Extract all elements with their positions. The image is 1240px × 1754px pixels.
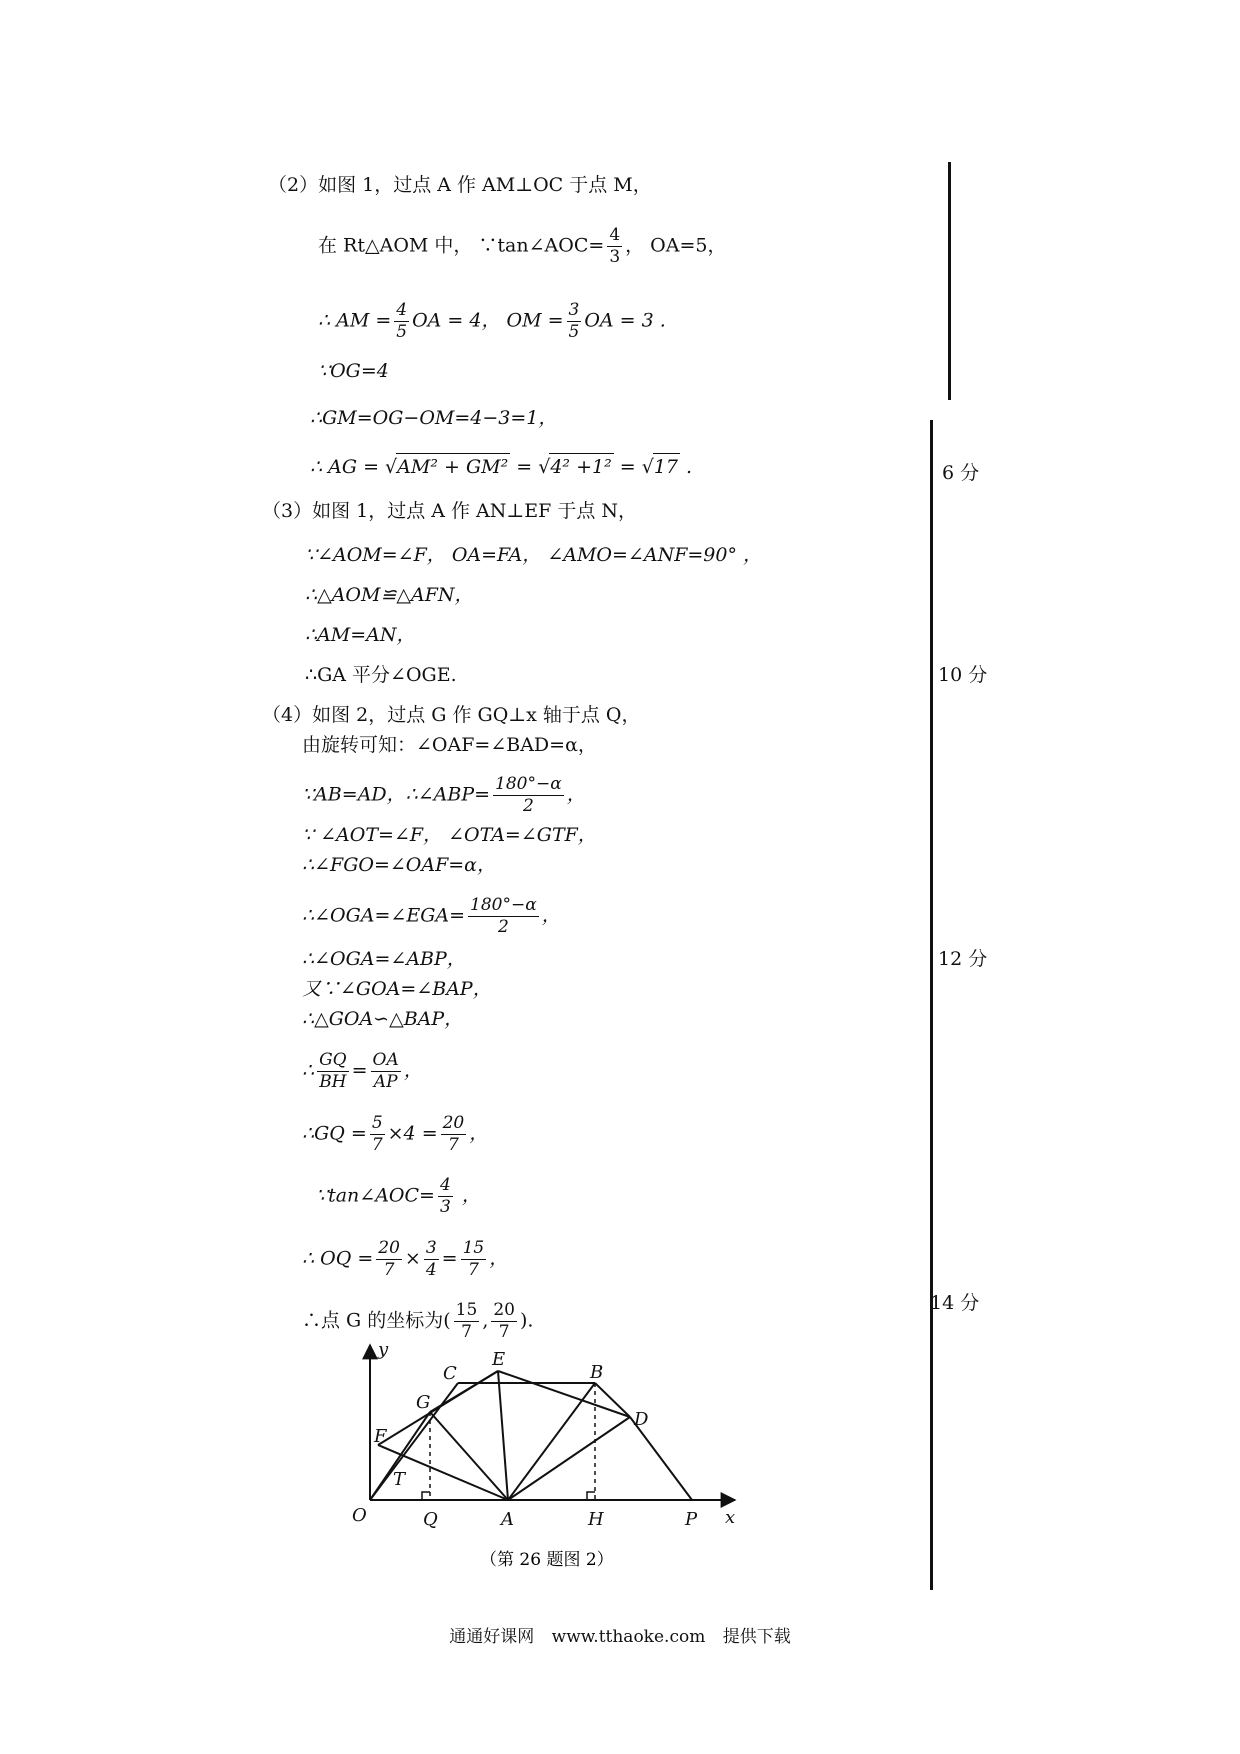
segment-ed	[498, 1371, 630, 1417]
part4-line-4: ∴∠FGO=∠OAF=α，	[302, 854, 497, 876]
numerator: 180°−α	[495, 774, 562, 794]
label-d: D	[634, 1409, 649, 1430]
segment-ad	[508, 1417, 630, 1500]
text: ，	[403, 1059, 423, 1082]
text: ∴∠OGA=∠EGA=	[302, 904, 466, 927]
text: =	[441, 1247, 458, 1270]
label-x: x	[725, 1507, 736, 1528]
part2-line-tan	[318, 225, 727, 268]
part4-line-5	[302, 895, 561, 938]
part2-line-ag: ∴ AG = √AM² + GM² = √4² +1² = √17 .	[310, 453, 692, 480]
label-b: B	[590, 1362, 604, 1383]
text: 在 Rt△AOM 中， ∵tan∠AOC=	[318, 234, 605, 257]
part4-intro: （4）如图 2，过点 G 作 GQ⊥x 轴于点 Q，	[262, 704, 641, 726]
sqrt-radicand: 17	[653, 453, 680, 480]
text: =	[351, 1059, 368, 1082]
numerator: 15	[455, 1300, 478, 1320]
denominator: 3	[609, 247, 621, 267]
text: ∴ AM =	[318, 309, 392, 332]
label-y: y	[378, 1339, 389, 1360]
part3-line-3: ∴AM=AN，	[305, 624, 416, 646]
label-c: C	[443, 1363, 457, 1384]
part3-line-4: ∴GA 平分∠OGE.	[305, 664, 457, 686]
numerator: 20	[493, 1300, 515, 1320]
numerator: 3	[568, 300, 580, 320]
label-q: Q	[423, 1509, 438, 1530]
text: ∵AB=AD，∴∠ABP=	[302, 783, 491, 806]
figure-caption: （第 26 题图 2）	[480, 1550, 614, 1570]
sqrt-radicand: AM² + GM²	[396, 453, 510, 480]
fraction	[468, 895, 539, 938]
numerator: 15	[462, 1238, 485, 1258]
label-t: T	[393, 1469, 406, 1490]
fraction	[493, 774, 564, 817]
numerator: OA	[372, 1050, 399, 1070]
text: ，	[566, 783, 586, 806]
text: OA = 4， OM =	[412, 309, 564, 332]
text: =	[510, 456, 533, 478]
text: ).	[520, 1309, 534, 1332]
numerator: 20	[378, 1238, 400, 1258]
fraction	[607, 225, 622, 268]
numerator: 4	[439, 1175, 451, 1195]
label-g: G	[416, 1392, 431, 1413]
fraction	[370, 1113, 385, 1156]
footer-site: 通通好课网	[449, 1627, 535, 1647]
sqrt-radicand: 4² +1²	[549, 453, 613, 480]
denominator: 2	[522, 796, 534, 816]
text: ，	[455, 1184, 481, 1207]
denominator: 4	[425, 1260, 437, 1280]
denominator: 7	[383, 1260, 395, 1280]
label-a: A	[501, 1509, 514, 1530]
text: ∴ OQ =	[302, 1247, 374, 1270]
fraction	[394, 300, 409, 343]
text: ∴点 G 的坐标为(	[302, 1309, 451, 1332]
text: ∴GQ =	[302, 1122, 367, 1145]
text: ∵tan∠AOC=	[316, 1184, 435, 1207]
label-p: P	[685, 1509, 698, 1530]
fraction	[376, 1238, 402, 1281]
score-column-divider	[930, 420, 933, 1590]
part2-intro: （2）如图 1，过点 A 作 AM⊥OC 于点 M，	[268, 174, 652, 196]
denominator: AP	[373, 1072, 398, 1092]
text: ,	[482, 1309, 489, 1332]
denominator: 5	[568, 322, 580, 342]
score-label: 14 分	[930, 1292, 980, 1314]
text: ∴	[302, 1059, 315, 1082]
fraction	[438, 1175, 453, 1218]
part4-line-3: ∵ ∠AOT=∠F， ∠OTA=∠GTF，	[302, 824, 597, 846]
numerator: 4	[396, 300, 408, 320]
fraction	[567, 300, 582, 343]
denominator: 3	[439, 1197, 451, 1217]
part3-line-1: ∵∠AOM=∠F， OA=FA， ∠AMO=∠ANF=90° ，	[305, 544, 763, 566]
denominator: 7	[461, 1322, 472, 1342]
footer	[0, 1622, 1240, 1647]
score-label: 10 分	[938, 664, 988, 686]
part4-line-11	[316, 1175, 481, 1218]
text: .	[680, 456, 693, 478]
part4-line-10	[302, 1113, 488, 1156]
text: ∴ AG =	[310, 456, 379, 478]
part3-line-2: ∴△AOM≌△AFN，	[305, 584, 474, 606]
part3-intro: （3）如图 1，过点 A 作 AN⊥EF 于点 N，	[262, 500, 638, 522]
label-h: H	[588, 1509, 604, 1530]
label-o: O	[352, 1505, 367, 1526]
text: ，	[489, 1247, 509, 1270]
segment-ea	[498, 1371, 508, 1500]
denominator: BH	[319, 1072, 347, 1092]
label-e: E	[492, 1349, 506, 1370]
numerator: 5	[371, 1113, 383, 1133]
part4-line-2	[302, 774, 586, 817]
part4-line-12	[302, 1238, 508, 1281]
part4-line-1: 由旋转可知：∠OAF=∠BAD=α，	[302, 734, 597, 756]
footer-suffix: 提供下载	[722, 1627, 791, 1647]
fraction	[424, 1238, 439, 1281]
text: OA = 3 .	[584, 309, 666, 332]
score-column-divider	[948, 162, 951, 400]
part2-line-am-om	[318, 300, 666, 343]
text: =	[613, 456, 636, 478]
right-angle-mark-h	[587, 1492, 595, 1500]
geometry-figure	[340, 1335, 760, 1575]
score-label: 12 分	[938, 948, 988, 970]
numerator: 20	[442, 1113, 465, 1133]
numerator: 4	[609, 225, 621, 245]
text: ， OA=5，	[625, 234, 727, 257]
label-f: F	[374, 1426, 387, 1447]
text: ×4 =	[387, 1122, 438, 1145]
fraction	[317, 1050, 349, 1093]
part4-line-9	[302, 1050, 423, 1093]
fraction	[461, 1238, 487, 1281]
right-angle-mark-q	[422, 1492, 430, 1500]
part4-line-8: ∴△GOA∽△BAP，	[302, 1008, 464, 1030]
text: ×	[404, 1247, 421, 1270]
fraction	[441, 1113, 467, 1156]
fraction	[371, 1050, 401, 1093]
numerator: 3	[425, 1238, 437, 1258]
text: ，	[469, 1122, 489, 1145]
part2-line-og: ∵OG=4	[318, 360, 389, 382]
denominator: 2	[497, 917, 509, 937]
denominator: 5	[396, 322, 408, 342]
denominator: 7	[467, 1260, 479, 1280]
text: ，	[541, 904, 561, 927]
part4-line-7: 又∵∠GOA=∠BAP，	[302, 978, 492, 1000]
denominator: 7	[498, 1322, 510, 1342]
part4-line-6: ∴∠OGA=∠ABP，	[302, 948, 466, 970]
denominator: 7	[448, 1135, 459, 1155]
denominator: 7	[371, 1135, 383, 1155]
score-label: 6 分	[942, 462, 980, 484]
footer-url[interactable]: www.tthaoke.com	[551, 1627, 706, 1647]
numerator: GQ	[319, 1050, 347, 1070]
segment-ab	[508, 1383, 595, 1500]
segment-ge	[430, 1371, 498, 1412]
segment-ga	[430, 1412, 508, 1500]
numerator: 180°−α	[470, 895, 537, 915]
part2-line-gm: ∴GM=OG−OM=4−3=1，	[310, 407, 558, 429]
